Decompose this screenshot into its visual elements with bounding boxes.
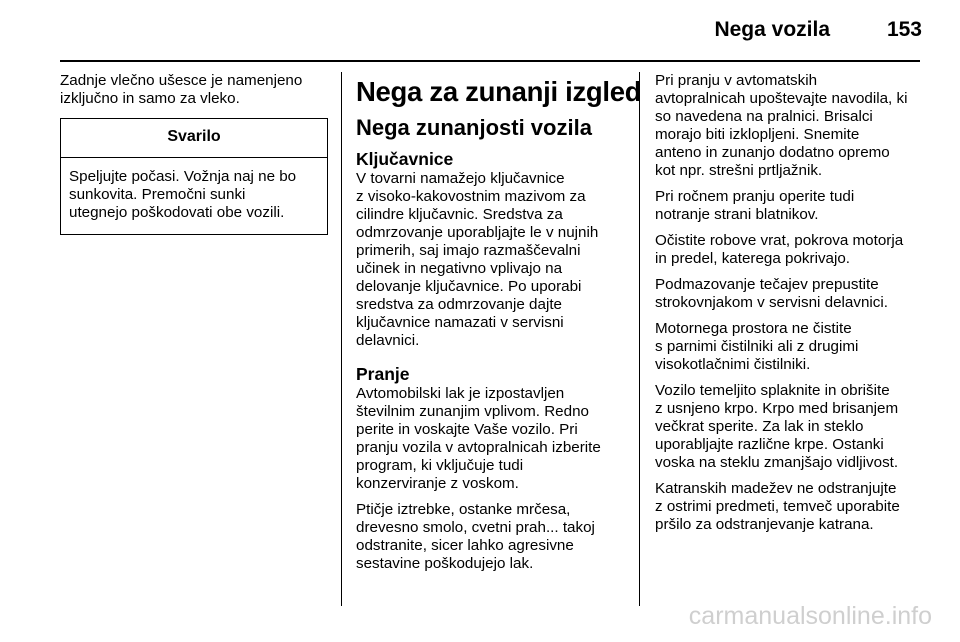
header-divider bbox=[60, 60, 920, 62]
text-line: delavnici. bbox=[356, 332, 420, 349]
body-paragraph bbox=[655, 72, 923, 180]
text-line: Podmazovanje tečajev prepustite bbox=[655, 276, 879, 293]
warning-text bbox=[61, 158, 327, 234]
page-number: 153 bbox=[886, 18, 922, 41]
body-paragraph bbox=[655, 232, 923, 268]
text-line: sunkovita. Premočni sunki bbox=[69, 186, 246, 203]
watermark: carmanualsonline.info bbox=[688, 602, 932, 630]
text-line: sredstva za odmrzovanje dajte bbox=[356, 296, 562, 313]
text-line: strokovnjakom v servisni delavnici. bbox=[655, 294, 888, 311]
text-line: Očistite robove vrat, pokrova motorja bbox=[655, 232, 904, 249]
body-paragraph bbox=[655, 188, 923, 224]
text-line: V tovarni namažejo ključavnice bbox=[356, 170, 565, 187]
text-line: avtopralnicah upoštevajte navodila, ki bbox=[655, 90, 908, 107]
running-header-title: Nega vozila bbox=[714, 18, 830, 41]
text-line: Motornega prostora ne čistite bbox=[655, 320, 852, 337]
text-line: številnim zunanjim vplivom. Redno bbox=[356, 403, 589, 420]
text-line: izključno in samo za vleko. bbox=[60, 90, 240, 107]
text-line: primerih, saj imajo razmaščevalni bbox=[356, 242, 581, 259]
text-line: voska na steklu zmanjšajo vidljivost. bbox=[655, 454, 899, 471]
warning-box bbox=[60, 118, 328, 235]
body-paragraph bbox=[356, 385, 626, 493]
text-line: program, ki vključuje tudi bbox=[356, 457, 524, 474]
body-paragraph bbox=[356, 501, 626, 573]
body-paragraph bbox=[655, 276, 923, 312]
text-line: večkrat sperite. Za lak in steklo bbox=[655, 418, 864, 435]
left-column bbox=[60, 72, 328, 235]
middle-column bbox=[356, 72, 642, 587]
body-paragraph bbox=[356, 170, 626, 350]
text-line: Katranskih madežev ne odstranjujte bbox=[655, 480, 897, 497]
topic-locks bbox=[356, 149, 626, 350]
text-line: Pri pranju v avtomatskih bbox=[655, 72, 818, 89]
text-line: Pri ročnem pranju operite tudi bbox=[655, 188, 855, 205]
column-divider-right bbox=[639, 72, 640, 606]
text-line: z usnjeno krpo. Krpo med brisanjem bbox=[655, 400, 899, 417]
text-line: Speljujte počasi. Vožnja naj ne bo bbox=[69, 168, 297, 185]
text-line: delovanje ključavnice. Po uporabi bbox=[356, 278, 582, 295]
text-line: cilindre ključavnic. Sredstva za bbox=[356, 206, 563, 223]
text-line: Ptičje iztrebke, ostanke mrčesa, bbox=[356, 501, 571, 518]
text-line: drevesno smolo, cvetni prah... takoj bbox=[356, 519, 595, 536]
text-line: in predel, katerega pokrivajo. bbox=[655, 250, 851, 267]
text-line: morajo biti izklopljeni. Snemite bbox=[655, 126, 860, 143]
text-line: konzerviranje z voskom. bbox=[356, 475, 519, 492]
text-line: ključavnice namazati v servisni bbox=[356, 314, 564, 331]
text-line: odstranite, sicer lahko agresivne bbox=[356, 537, 574, 554]
intro-paragraph bbox=[60, 72, 328, 108]
text-line: Avtomobilski lak je izpostavljen bbox=[356, 385, 565, 402]
text-line: pršilo za odstranjevanje katrana. bbox=[655, 516, 874, 533]
column-divider-left bbox=[341, 72, 342, 606]
text-line: utegnejo poškodovati obe vozili. bbox=[69, 204, 285, 221]
right-column bbox=[655, 72, 923, 542]
text-line: s parnimi čistilniki ali z drugimi bbox=[655, 338, 859, 355]
section-title: Nega za zunanji izgled bbox=[356, 76, 642, 107]
text-line: z visoko-kakovostnim mazivom za bbox=[356, 188, 586, 205]
text-line: kot npr. strešni prtljažnik. bbox=[655, 162, 823, 179]
text-line: sestavine poškodujejo lak. bbox=[356, 555, 534, 572]
text-line: anteno in zunanjo dodatno opremo bbox=[655, 144, 890, 161]
text-line: učinek in negativno vplivajo na bbox=[356, 260, 563, 277]
text-line: odmrzovanje uporabljajte le v nujnih bbox=[356, 224, 599, 241]
topic-heading: Ključavnice bbox=[356, 149, 454, 169]
body-paragraph bbox=[655, 320, 923, 374]
text-line: Zadnje vlečno ušesce je namenjeno bbox=[60, 72, 303, 89]
body-paragraph bbox=[655, 480, 923, 534]
text-line: pranju vozila v avtopralnicah izberite bbox=[356, 439, 601, 456]
text-line: Vozilo temeljito splaknite in obrišite bbox=[655, 382, 890, 399]
text-line: z ostrimi predmeti, temveč uporabite bbox=[655, 498, 900, 515]
text-line: uporabljajte različne krpe. Ostanki bbox=[655, 436, 884, 453]
topic-heading: Pranje bbox=[356, 364, 410, 384]
topic-washing bbox=[356, 364, 626, 573]
warning-title: Svarilo bbox=[61, 119, 327, 158]
text-line: so navedena na pralnici. Brisalci bbox=[655, 108, 873, 125]
text-line: visokotlačnimi čistilniki. bbox=[655, 356, 811, 373]
body-paragraph bbox=[655, 382, 923, 472]
subsection-title: Nega zunanjosti vozila bbox=[356, 115, 592, 140]
text-line: notranje strani blatnikov. bbox=[655, 206, 819, 223]
text-line: perite in voskajte Vaše vozilo. Pri bbox=[356, 421, 578, 438]
